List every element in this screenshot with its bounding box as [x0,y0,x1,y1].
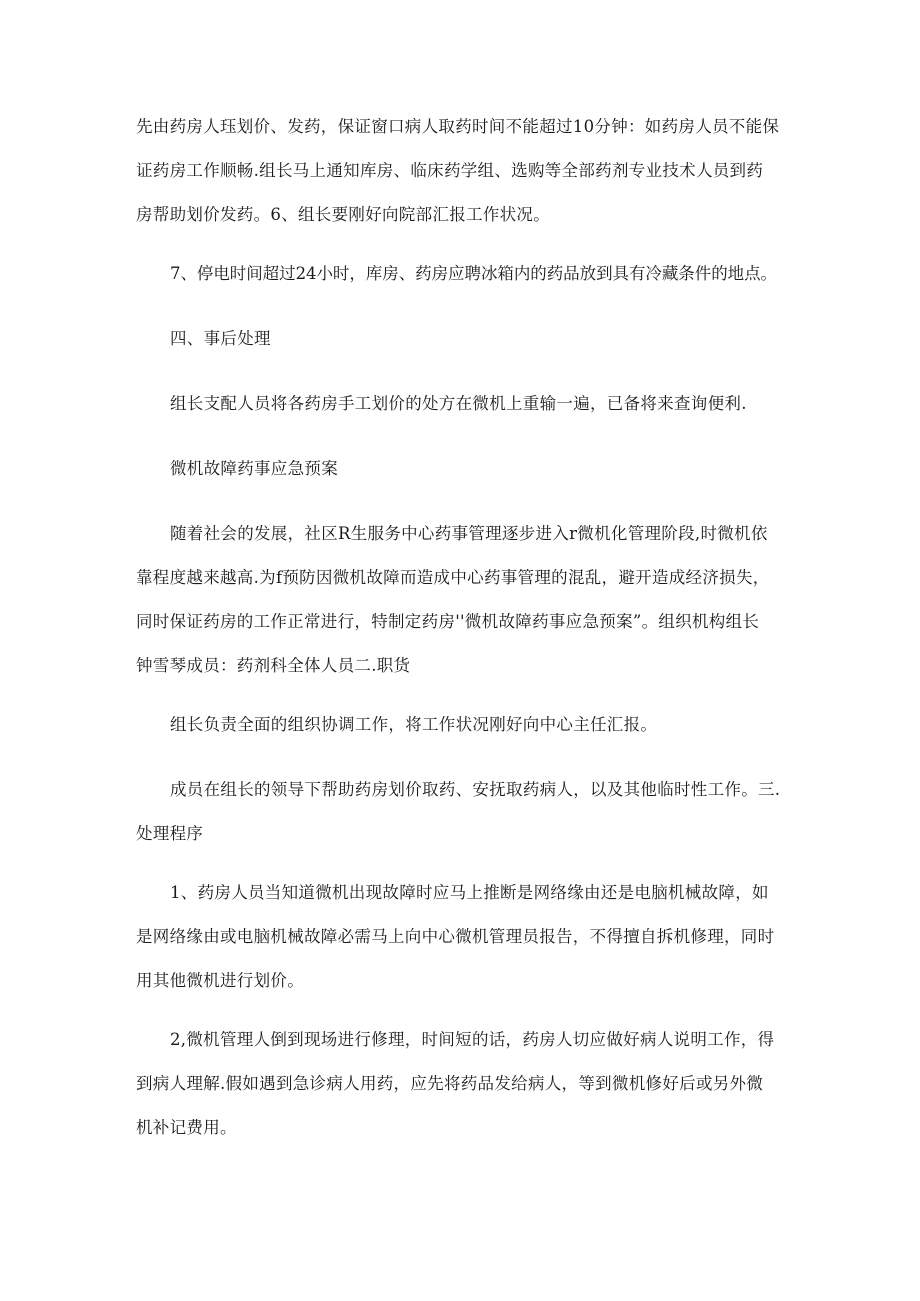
paragraph-reentry [136,382,788,426]
text-line: 用其他微机进行划价。 [136,971,304,990]
text-line: 成员在组长的领导下帮助药房划价取药、安抚取药病人，以及其他临时性工作。三. [170,780,781,799]
paragraph-step-1 [136,871,788,1003]
paragraph-power-outage [136,252,788,296]
paragraph-plan-intro [136,512,788,688]
heading-emergency-plan [136,447,788,491]
paragraph-member-duty [136,768,788,856]
text-line: 证药房工作顺畅.组长马上通知库房、临床药学组、选购等全部药剂专业技术人员到药 [136,161,764,180]
text-line: 1、药房人员当知道微机出现故障时应马上推断是网络缘由还是电脑机械故障，如 [170,883,769,902]
text-line: 组长负责全面的组织协调工作，将工作状况刚好向中心主任汇报。 [170,715,658,734]
text-line: 到病人理解.假如遇到急诊病人用药，应先将药品发给病人，等到微机修好后或另外微 [136,1074,764,1093]
text-line: 7、停电时间超过24小时，库房、药房应聘冰箱内的药品放到具有冷藏条件的地点。 [170,264,777,283]
text-line: 同时保证药房的工作正常进行，特制定药房''微机故障药事应急预案”。组织机构组长 [136,612,760,631]
text-line: 是网络缘由或电脑机械故障必需马上向中心微机管理员报告，不得擅自拆机修理，同时 [136,927,775,946]
text-line: 靠程度越来越高.为f预防因微机故障而造成中心药事管理的混乱，避开造成经济损失， [136,568,770,587]
text-line: 处理程序 [136,824,204,843]
text-line: 房帮助划价发药。6、组长要刚好向院部汇报工作状况。 [136,205,550,224]
paragraph-leader-duty [136,703,788,747]
text-line: 随着社会的发展，社区R生服务中心药事管理逐步进入r微机化管理阶段,时微机依 [170,524,768,543]
text-line: 钟雪琴成员：药剂科全体人员二.职货 [136,656,411,675]
text-line: 微机故障药事应急预案 [170,459,338,478]
text-line: 四、事后处理 [170,329,271,348]
paragraph-dispensing-procedure [136,105,788,237]
text-line: 2,微机管理人倒到现场进行修理，时间短的话，药房人切应做好病人说明工作，得 [170,1030,775,1049]
text-line: 先由药房人珏划价、发药，保证窗口病人取药时间不能超过10分钟：如药房人员不能保 [136,117,780,136]
text-line: 组长支配人员将各药房手工划价的处方在微机上重输一遍，已备将来查询便利. [170,394,747,413]
text-line: 机补记费用。 [136,1118,237,1137]
section-heading-aftermath [136,317,788,361]
paragraph-step-2 [136,1018,788,1150]
